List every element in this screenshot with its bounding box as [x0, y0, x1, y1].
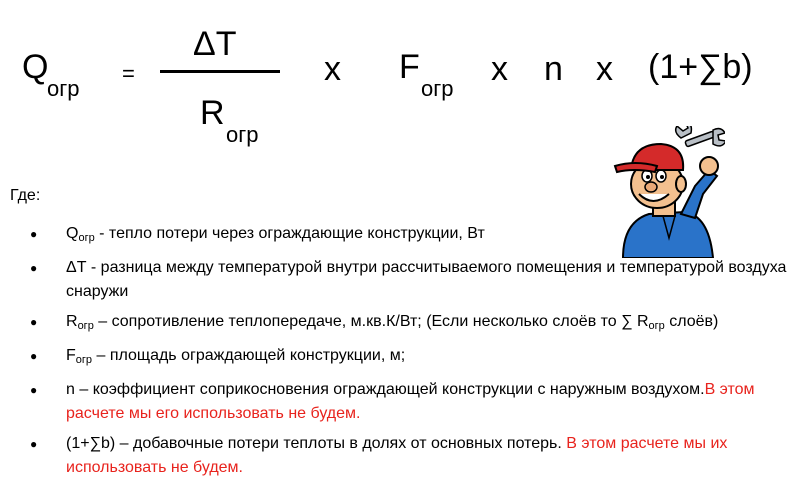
definition-text: – площадь ограждающей конструкции, м;: [92, 347, 406, 364]
where-label: Где:: [10, 187, 41, 204]
definition-text: ΔТ - разница между температурой внутри рассчитываемого помещения и температурой воздуха снаружи: [66, 259, 787, 300]
formula-n: n: [544, 50, 563, 88]
definition-text: - тепло потери через ограждающие конструкции, Вт: [94, 225, 485, 242]
bullet-icon: ●: [30, 349, 38, 363]
formula-q-subscript: огр: [47, 76, 80, 101]
formula-f: F: [399, 48, 420, 86]
symbol: R: [66, 313, 78, 330]
bullet-icon: ●: [30, 383, 38, 397]
list-item-n: [22, 378, 792, 426]
list-item-f: [22, 344, 792, 372]
formula-multiply-2: x: [491, 50, 508, 88]
definition-text-continued: слоёв): [664, 313, 719, 330]
list-item-sum-b: [22, 432, 792, 480]
bullet-icon: ●: [30, 315, 38, 329]
formula-multiply-1: x: [324, 50, 341, 88]
highlight-note: В этом расчете мы его использовать не будем.: [66, 381, 755, 422]
symbol: Q: [66, 225, 79, 242]
formula-multiply-3: x: [596, 50, 613, 88]
formula-additional-losses: (1+∑b): [648, 48, 753, 86]
list-item-q: [22, 222, 792, 250]
highlight-note: В этом расчете мы их использовать не будем.: [66, 435, 728, 476]
formula-f-subscript: огр: [421, 76, 454, 101]
symbol: F: [66, 347, 76, 364]
list-item-delta-t: [22, 256, 792, 304]
definition-text: n – коэффициент соприкосновения ограждающей конструкции с наружным воздухом.: [66, 381, 705, 398]
symbol-subscript: огр: [78, 232, 95, 244]
bullet-icon: ●: [30, 437, 38, 451]
formula-equals: =: [122, 61, 135, 86]
bullet-icon: ●: [30, 227, 38, 241]
definition-text: (1+∑b) – добавочные потери теплоты в долях от основных потерь.: [66, 435, 567, 452]
fraction-line: [160, 70, 280, 73]
formula-q: Q: [22, 48, 49, 86]
formula-r-subscript: огр: [226, 122, 259, 147]
symbol-subscript: огр: [648, 320, 665, 332]
symbol-subscript: огр: [75, 354, 93, 366]
formula-delta-t: ΔT: [193, 25, 237, 63]
list-item-r: [22, 310, 792, 338]
formula-r: R: [200, 94, 225, 132]
definitions-list: [22, 222, 792, 486]
bullet-icon: ●: [30, 261, 38, 275]
symbol-subscript: огр: [77, 320, 94, 332]
definition-text: – сопротивление теплопередаче, м.кв.К/Вт; (Если несколько слоёв то ∑ R: [93, 313, 649, 330]
